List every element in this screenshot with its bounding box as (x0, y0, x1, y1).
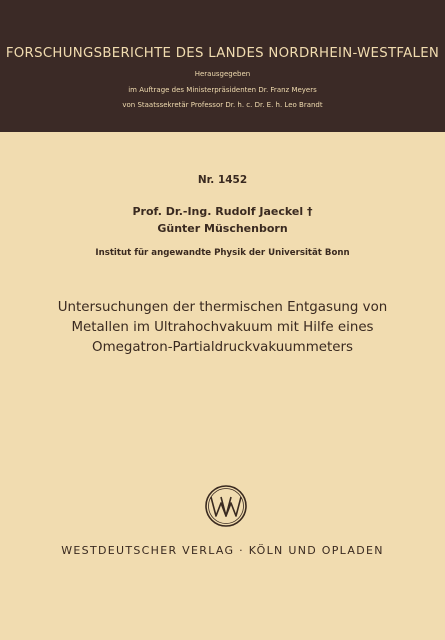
series-title: FORSCHUNGSBERICHTE DES LANDES NORDRHEIN-WESTFALEN (5, 46, 440, 61)
publisher: WESTDEUTSCHER VERLAG · KÖLN UND OPLADEN (61, 544, 384, 557)
author-2: Günter Müschenborn (157, 222, 288, 235)
author-1: Prof. Dr.-Ing. Rudolf Jaeckel † (132, 205, 313, 218)
book-title (0, 298, 445, 358)
editor-line-3: von Staatssekretär Professor Dr. h. c. Dr. E. h. Leo Brandt (122, 101, 323, 109)
report-number: Nr. 1452 (197, 174, 248, 186)
ww-publisher-logo-icon (204, 484, 248, 528)
institute: Institut für angewandte Physik der Universität Bonn (95, 248, 350, 258)
header-band (0, 0, 445, 132)
title-line-3: Omegatron-Partialdruckvakuummeters (92, 340, 353, 355)
title-line-1: Untersuchungen der thermischen Entgasung von (57, 300, 388, 315)
title-line-2: Metallen im Ultrahochvakuum mit Hilfe eines (71, 320, 374, 335)
editor-line-1: Herausgegeben (194, 70, 251, 78)
editor-line-2: im Auftrage des Ministerpräsidenten Dr. Franz Meyers (128, 86, 317, 94)
